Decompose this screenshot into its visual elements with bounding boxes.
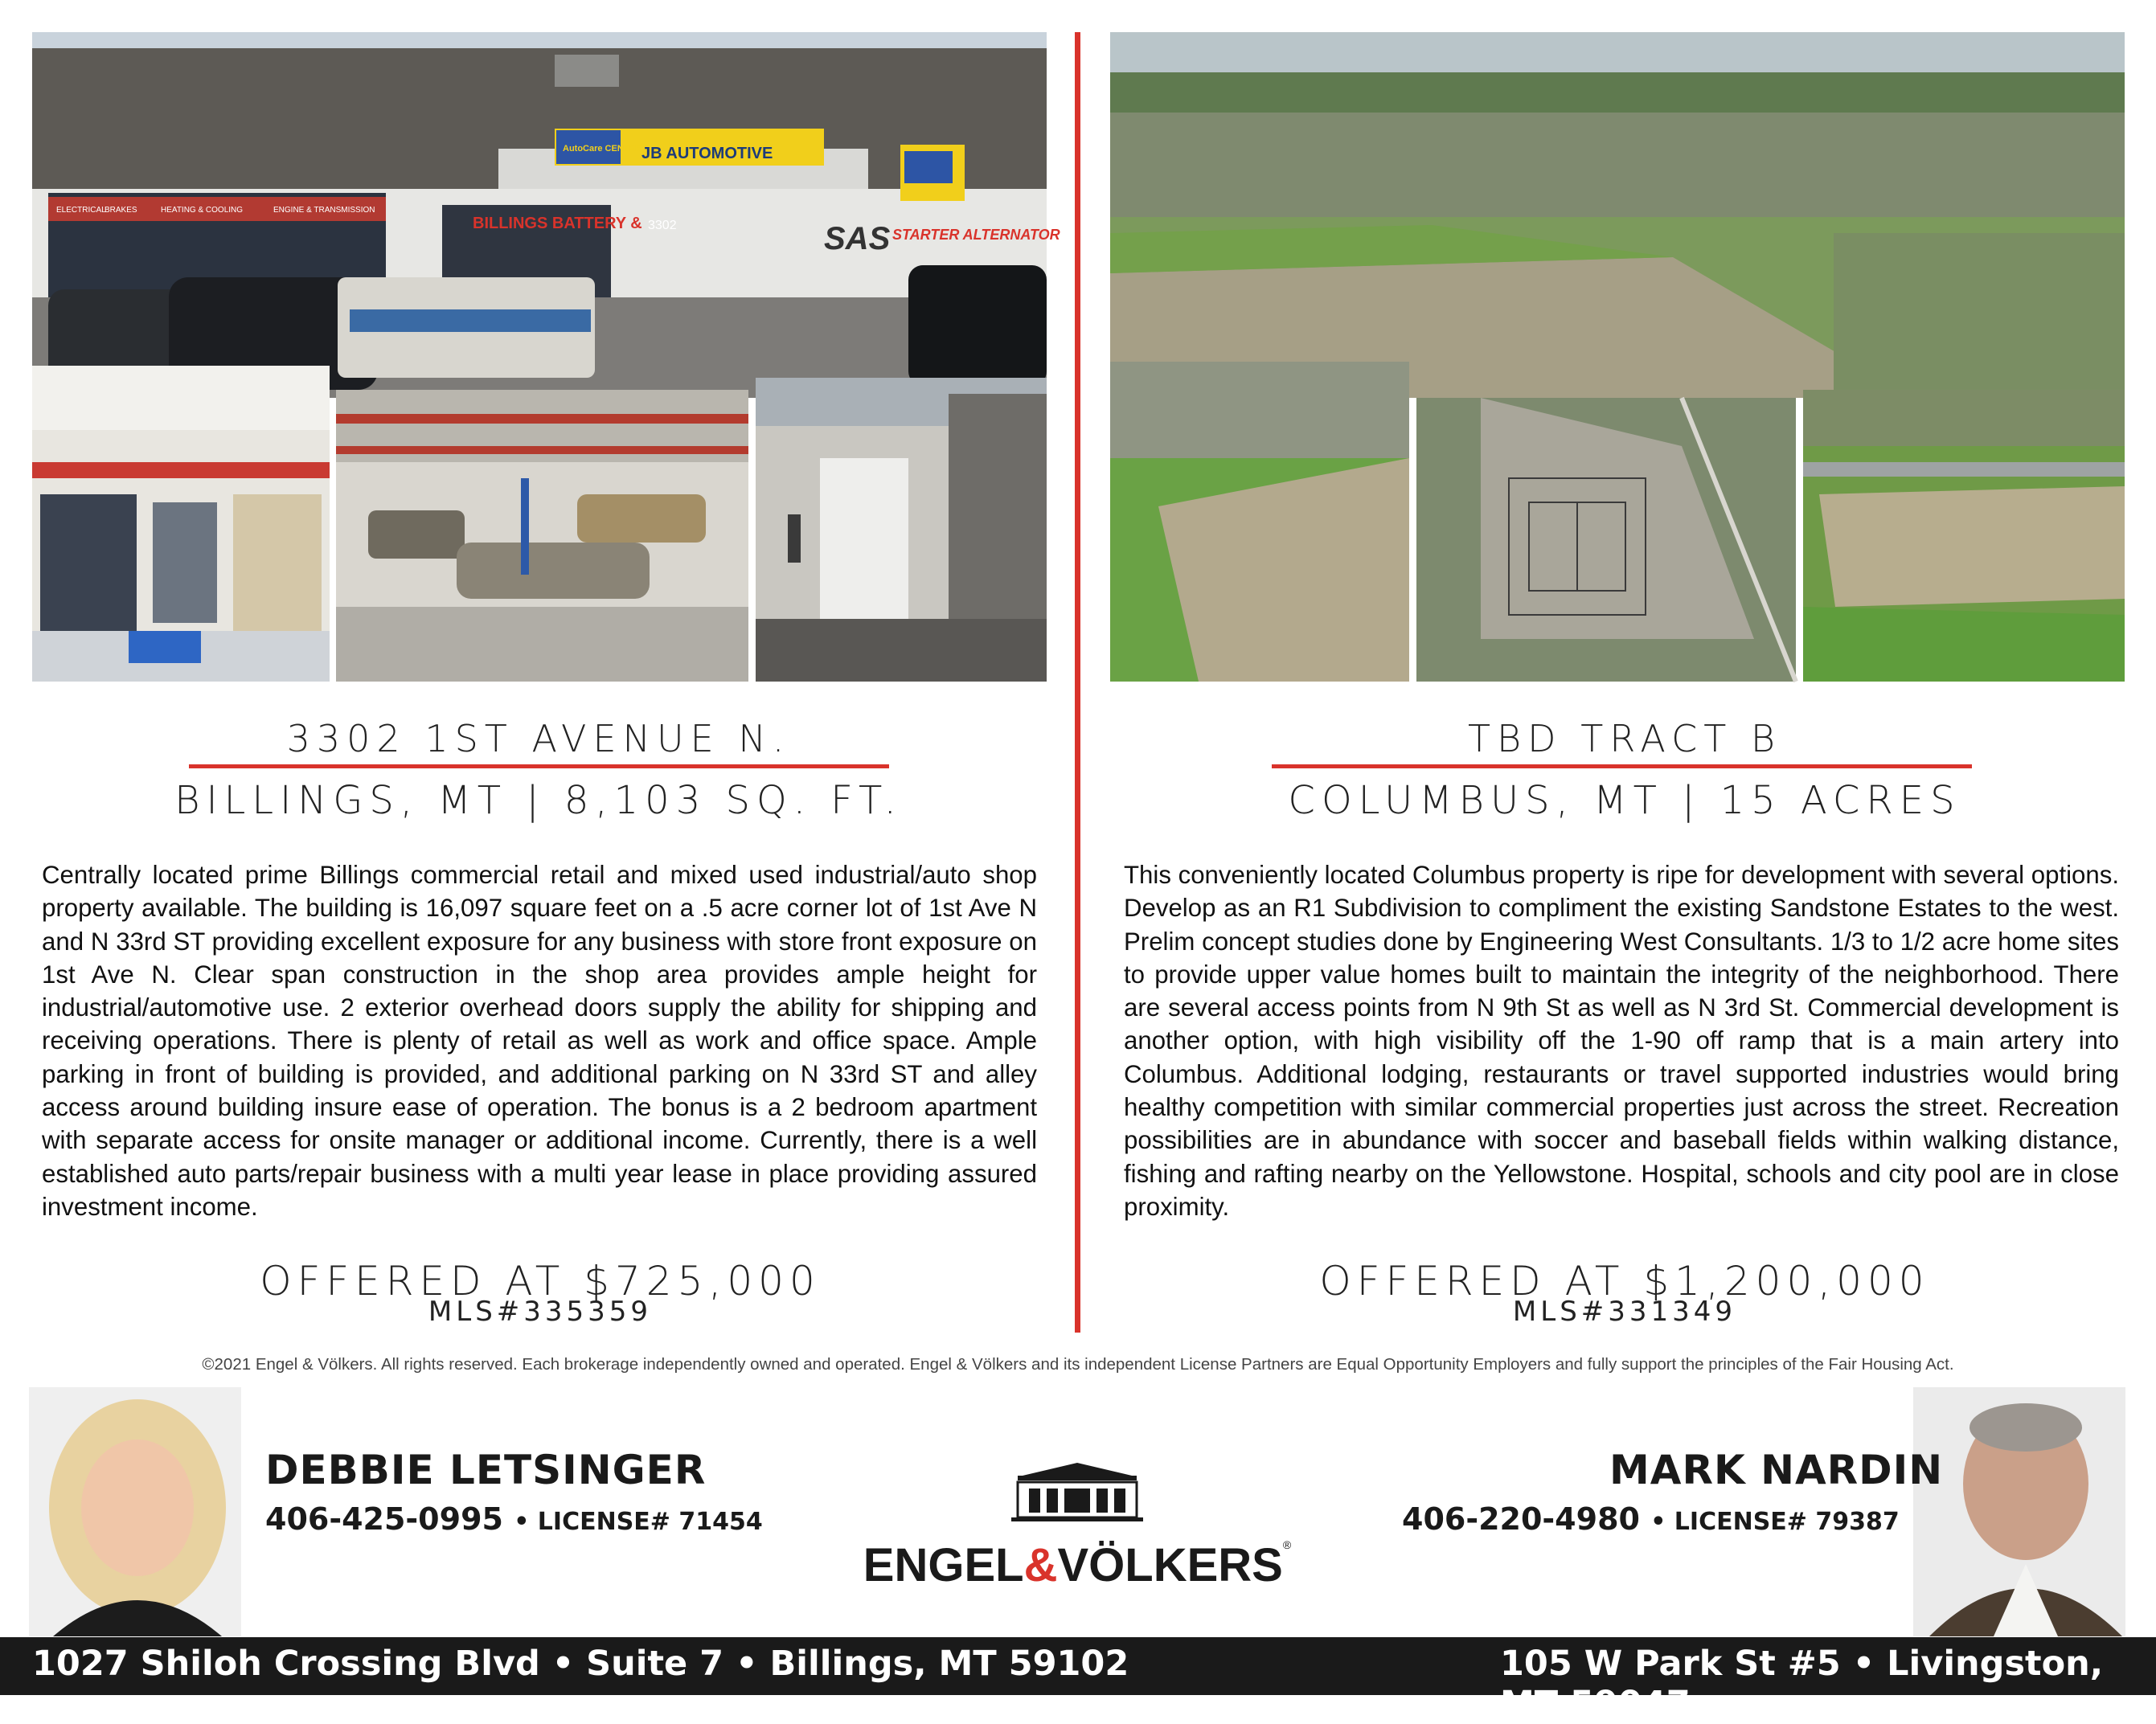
agent-left-contact	[265, 1501, 763, 1537]
service-sign-brakes: BRAKES	[105, 206, 137, 215]
agent-right-license: • LICENSE# 79387	[1650, 1508, 1900, 1536]
footer-right-address: 105 W Park St #5 • Livingston, MT 59047	[1500, 1644, 2104, 1724]
building-number: 3302	[648, 219, 677, 232]
logo-registered-mark: ®	[1282, 1538, 1292, 1551]
footer-bar	[0, 1637, 2156, 1724]
service-sign-engine: ENGINE & TRANSMISSION	[273, 206, 375, 215]
left-property-address: 3302 1ST AVENUE N.	[286, 717, 791, 760]
left-title-rule	[189, 764, 889, 768]
agent-right-contact	[1402, 1501, 1900, 1537]
retail-interior-photo	[32, 366, 330, 682]
billings-battery-sign: BILLINGS BATTERY &	[473, 215, 642, 232]
center-divider	[1075, 32, 1080, 1333]
engel-volkers-logo	[836, 1461, 1318, 1590]
napa-sign: AutoCare CENTER	[563, 144, 641, 154]
aerial-road-photo	[1803, 390, 2125, 682]
jb-automotive-sign: JB AUTOMOTIVE	[641, 145, 773, 162]
left-price: OFFERED AT $725,000	[260, 1258, 821, 1304]
agent-right-name: MARK NARDIN	[1609, 1447, 1944, 1493]
right-price: OFFERED AT $1,200,000	[1319, 1258, 1930, 1304]
agent-right-avatar	[1913, 1387, 2125, 1636]
building-logo-icon	[1006, 1461, 1148, 1522]
agent-left-name: DEBBIE LETSINGER	[265, 1447, 707, 1493]
right-property-address: TBD TRACT B	[1467, 717, 1782, 760]
storefront-photo	[32, 32, 1060, 398]
agent-left-avatar	[29, 1387, 241, 1636]
right-property-location: COLUMBUS, MT | 15 ACRES	[1288, 778, 1961, 823]
logo-word-engel: ENGEL	[863, 1539, 1024, 1591]
right-title-rule	[1272, 764, 1972, 768]
logo-ampersand: &	[1023, 1539, 1058, 1591]
left-property-location: BILLINGS, MT | 8,103 SQ. FT.	[174, 778, 903, 823]
left-property-description: Centrally located prime Billings commercial retail and mixed used industrial/auto shop property available. The building is 16,097 square feet on a .5 acre corner lot of 1st Ave N and N 33rd ST providing excellent exposure for any business with store front exposure on 1st Ave N. Clear span construction in the shop area provides ample height for industrial/automotive use. 2 exterior overhead doors supply the ability for shipping and receiving operations. There is plenty of retail as well as work and office space. Ample parking in front of building is provided, and additional parking on N 33rd ST and alley access around building insure ease of operation. The bonus is a 2 bedroom apartment with separate access for onsite manager or additional income. Currently, there is a well established auto parts/repair business with a multi year lease in place providing assured investment income.	[42, 861, 1037, 1221]
starter-sign: STARTER ALTERNATOR	[892, 227, 1060, 243]
aerial-overview-photo	[1110, 32, 2125, 398]
shop-interior-photo	[336, 390, 748, 682]
garage-door-photo	[756, 378, 1047, 682]
copyright-notice: ©2021 Engel & Völkers. All rights reserved. Each brokerage independently owned and operated. Engel & Völkers and its independent License Partners are Equal Opportunity Employers and fully support the principles of the Fair Housing Act.	[202, 1355, 1954, 1374]
logo-wordmark	[836, 1538, 1318, 1592]
right-property-description: This conveniently located Columbus property is ripe for development with several options. Develop as an R1 Subdivision to compliment the existing Sandstone Estates to the west. Prelim concept studies done by Engineering West Consultants. 1/3 to 1/2 acre home sites to provide upper value homes built to maintain the integrity of the neighborhood. There are several access points from N 9th St as well as N 3rd St. Commercial development is another option, with high visibility off the 1-90 off ramp that is a main artery into Columbus. Additional lodging, restaurants or travel supported industries would bring healthy competition with similar commercial properties just across the street. Recreation possibilities are in abundance with soccer and baseball fields within walking distance, fishing and rafting nearby on the Yellowstone. Hospital, schools and city pool are in close proximity.	[1124, 861, 2119, 1221]
footer-left-address: 1027 Shiloh Crossing Blvd • Suite 7 • Billings, MT 59102	[32, 1644, 1129, 1684]
service-sign-electrical: ELECTRICAL	[56, 206, 106, 215]
service-sign-heating: HEATING & COOLING	[161, 206, 244, 215]
aerial-field-photo	[1110, 362, 1409, 682]
logo-word-volkers: VÖLKERS	[1057, 1539, 1283, 1591]
agent-right-phone[interactable]: 406-220-4980	[1402, 1501, 1640, 1537]
agent-left-license: • LICENSE# 71454	[514, 1508, 763, 1536]
sas-sign: SAS	[824, 221, 891, 256]
agent-left-phone[interactable]: 406-425-0995	[265, 1501, 503, 1537]
left-mls: MLS#335359	[428, 1296, 653, 1328]
site-plan-photo	[1416, 398, 1796, 682]
right-mls: MLS#331349	[1512, 1296, 1737, 1328]
